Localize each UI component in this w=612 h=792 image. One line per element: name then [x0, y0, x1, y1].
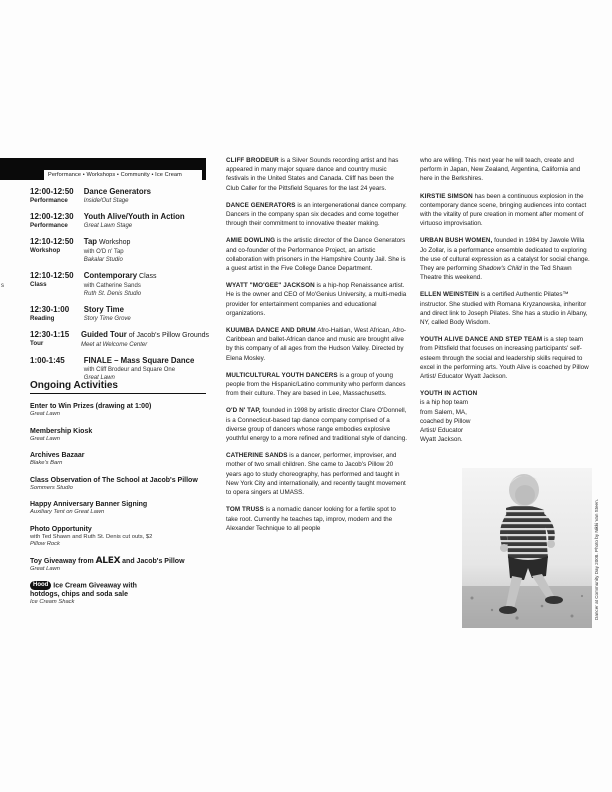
activity-title-text: Class Observation of The School at Jacob's Pillow: [30, 476, 198, 484]
schedule-event-title: [84, 305, 206, 315]
activity-item: [30, 500, 210, 517]
activity-location: Pillow Rock: [30, 541, 60, 547]
schedule-time: 12:30-1:00: [30, 305, 70, 314]
bio-paragraph: [420, 335, 590, 381]
activity-item: [30, 451, 210, 468]
schedule-event-detail: Story Time Grove: [83, 316, 131, 322]
activity-title-text: Enter to Win Prizes (drawing at 1:00): [30, 403, 152, 410]
schedule-event-cell: [84, 187, 206, 205]
bio-text: in the Ted Shawn Theatre this weekend.: [420, 265, 572, 282]
bio-name: AMIE DOWLING: [226, 237, 276, 245]
schedule-event-cell: [84, 271, 206, 298]
ongoing-heading: Ongoing Activities: [30, 380, 206, 394]
bio-text: is a hip-hop Renaissance artist. He is the owner and CEO of Mo'Genius University, a multi-media provider for entertainment companies and educational organizations.: [226, 282, 407, 317]
activity-item: [30, 427, 210, 444]
schedule-event-detail: with O'D n' Tap: [83, 249, 124, 255]
bio-name: MULTICULTURAL YOUTH DANCERS: [226, 371, 338, 379]
bio-column-right: [420, 156, 590, 452]
activity-item: [30, 557, 210, 574]
schedule-time: 1:00-1:45: [30, 356, 65, 365]
bio-text: founded in 1984 by Jawole Willa Jo Zollar, is a performance ensemble dedicated to exploring the use of cultural expression as a catalyst for social change. They are performing: [420, 237, 590, 273]
bio-paragraph: [420, 156, 590, 184]
activity-location: with Ted Shawn and Ruth St. Denis cut outs, $2: [30, 533, 153, 540]
schedule-event-title: [84, 237, 206, 248]
activity-title-line2: hotdogs, chips and soda sale: [30, 591, 129, 599]
activity-title: [30, 525, 210, 534]
schedule-event-detail: Ruth St. Denis Studio: [83, 291, 142, 297]
activity-title-text: Archives Bazaar: [30, 452, 85, 459]
bio-text: is the artistic director of the Dance Generators and co-founder of the Performance Project, an artistic collaboration with prisoners in the Hampshire County Jail. She is a guest artist in the Five College Dance Department.: [226, 237, 406, 273]
activity-location: Great Lawn: [30, 565, 60, 572]
schedule-event-cell: [84, 212, 206, 230]
schedule-event-detail: Great Lawn: [83, 375, 115, 381]
schedule-time-cell: [30, 271, 84, 298]
bio-name: DANCE GENERATORS: [226, 201, 296, 209]
bio-text: is a dancer, performer, improviser, and mother of two small children. She came to Jacob's Pillow 20 years ago to study choreography, has performed and taught in New York City and internationally, and recently taught movement to opera singers at UMASS.: [226, 452, 406, 497]
schedule-time-cell: [30, 187, 84, 205]
activity-item: [30, 402, 210, 419]
schedule-event-detail: with Cliff Brodeur and Square One: [83, 367, 176, 373]
activity-title: [30, 476, 210, 485]
schedule-kind: Tour: [30, 340, 44, 347]
bio-paragraph: [226, 406, 408, 443]
activity-title: [30, 402, 210, 411]
bio-text: has been a continuous explosion in the contemporary dance scene, bringing audiences into contact with the vitality of pure creation in moment after moment of virtuoso improvisation.: [420, 192, 587, 228]
category-legend: Performance • Workshops • Community • Ice Cream: [44, 170, 202, 180]
schedule-event-name: Dance Generators: [83, 187, 151, 196]
bio-name: CLIFF BRODEUR: [226, 157, 279, 164]
schedule-kind: Workshop: [30, 247, 61, 254]
bio-name: ELLEN WEINSTEIN: [420, 291, 479, 299]
activity-title: [30, 500, 210, 509]
schedule-event-name: FINALE – Mass Square Dance: [83, 356, 195, 365]
schedule-event-title: [84, 187, 206, 197]
schedule-time: 12:00-12:30: [30, 212, 74, 221]
schedule-time-cell: [30, 330, 81, 349]
schedule-row: [30, 237, 206, 264]
bio-paragraph: [226, 156, 408, 193]
activity-location: Auxiliary Tent on Great Lawn: [30, 509, 105, 515]
schedule-event-cell: [84, 356, 206, 382]
bio-name: O'D N' TAP,: [226, 407, 261, 415]
schedule-time-cell: [30, 212, 84, 230]
schedule-time-cell: [30, 237, 84, 264]
schedule-event-name: Youth Alive/Youth in Action: [83, 212, 185, 221]
schedule-kind: Class: [30, 281, 47, 288]
schedule-time: 12:00-12:50: [30, 187, 74, 196]
ongoing-activities: [30, 380, 210, 607]
bio-text: Afro-Haitian, West African, Afro-Caribbean and ballet-African dance and music are brought alive by this company of all ages from the Hudson Valley. Directed by Elena Mosley.: [226, 327, 406, 362]
schedule-event-suffix: Class: [137, 273, 157, 280]
bio-text: is a step team from Pittsfield that focuses on increasing participants' self-esteem through the social and leadership skills required to excel in the performing arts. Youth Alive is coached by Pillow Artist/ Educator Wyatt Jackson.: [420, 336, 589, 381]
activity-location: Blake's Barn: [30, 460, 63, 466]
schedule-event-name: Guided Tour: [81, 330, 127, 339]
bio-name: YOUTH ALIVE DANCE AND STEP TEAM: [420, 336, 543, 344]
schedule-event-detail: Meet at Welcome Center: [81, 342, 148, 348]
schedule-row: [30, 356, 206, 382]
activity-title-text: Happy Anniversary Banner Signing: [30, 501, 148, 508]
schedule-time: 12:10-12:50: [30, 271, 74, 280]
schedule-event-title: [84, 271, 206, 282]
bio-name: TOM TRUSS: [226, 506, 264, 514]
schedule-row: [30, 305, 206, 323]
alex-brand: ALEX: [95, 555, 121, 566]
schedule-event-name: Contemporary: [83, 271, 138, 280]
schedule-event-suffix: Workshop: [97, 239, 131, 246]
schedule-event-title: [81, 330, 210, 341]
bio-name: KUUMBA DANCE AND DRUM: [226, 327, 316, 335]
schedule-row: [30, 187, 206, 205]
activity-title-text: Membership Kiosk: [30, 427, 93, 435]
schedule-kind: Performance: [30, 222, 68, 229]
schedule-event-title: [84, 212, 206, 222]
activity-title-part: Toy Giveaway from: [30, 557, 96, 565]
bio-column-middle: [226, 156, 408, 541]
bio-paragraph: [226, 201, 408, 229]
bio-text: is a nomadic dancer looking for a fertile spot to take root. Currently he teaches tap, improv, modern and the Alexander Technique to all people: [226, 506, 396, 532]
bio-youth-in-action: YOUTH IN ACTION is a hip hop team from Salem, MA, coached by Pillow Artist/ Educator Wyatt Jackson.: [420, 390, 478, 444]
bio-name: KIRSTIE SIMSON: [420, 192, 473, 200]
activity-location: Great Lawn: [30, 435, 60, 442]
bio-text: who are willing. This next year he will teach, create and perform in Japan, New Zealand, Argentina, California and here in the Berkshires.: [420, 157, 581, 183]
schedule-event-cell: [84, 237, 206, 264]
activity-title-part: and Jacob's Pillow: [120, 557, 185, 565]
schedule-row: [30, 212, 206, 230]
schedule-time-cell: [30, 305, 84, 323]
bio-text: is a group of young people from the Hispanic/Latino community who perform dances from their culture. They are based in Lee, Massachusetts.: [226, 371, 406, 398]
schedule-time: 12:10-12:50: [30, 237, 74, 246]
schedule-time: 12:30-1:15: [30, 330, 70, 339]
schedule-event-detail: Inside/Out Stage: [83, 198, 129, 204]
schedule-event-detail: Bakalar Studio: [83, 257, 123, 263]
activity-location: Ice Cream Shack: [30, 599, 75, 606]
bio-paragraph: [420, 192, 590, 229]
bio-paragraph: [226, 281, 408, 318]
hood-logo: Hood: [30, 581, 51, 590]
schedule-event-name: Tap: [83, 237, 98, 246]
bio-paragraph: [226, 451, 408, 497]
bio-paragraph: [226, 326, 408, 363]
bio-italic: Shadow's Child: [478, 265, 522, 273]
edge-mark: s: [1, 283, 4, 289]
activity-item: [30, 476, 210, 493]
bio-paragraph: [226, 371, 408, 399]
schedule-row: [30, 330, 210, 349]
bio-paragraph: [420, 236, 590, 282]
bio-name: CATHERINE SANDS: [226, 452, 288, 460]
schedule-kind: Performance: [30, 197, 68, 204]
schedule-event-suffix: of Jacob's Pillow Grounds: [126, 332, 210, 339]
dancer-photo: [462, 468, 592, 628]
bio-text: is an intergenerational dance company. Dancers in the company span six decades and come together through their commitment to innovative theater making.: [226, 201, 407, 228]
schedule-row: [30, 271, 206, 298]
schedule-column: [0, 158, 210, 382]
schedule-list: [0, 187, 210, 382]
bio-name: WYATT "MO'GEE" JACKSON: [226, 282, 315, 290]
schedule-event-cell: [81, 330, 210, 349]
activity-title: [30, 557, 210, 566]
activity-title: [30, 581, 210, 590]
bio-name: URBAN BUSH WOMEN,: [420, 237, 493, 245]
bio-paragraph: [226, 505, 408, 533]
activity-location: Great Lawn: [30, 411, 60, 417]
schedule-event-name: Story Time: [83, 305, 124, 314]
bio-paragraph: [226, 236, 408, 273]
activity-title: [30, 451, 210, 460]
activity-title-text: Photo Opportunity: [30, 525, 92, 533]
photo-credit: Dancer at Community Day 2008. Photo by Nikki Van Steen.: [594, 499, 599, 620]
activity-item: [30, 581, 210, 607]
bio-paragraph: [420, 290, 590, 327]
schedule-time-cell: [30, 356, 84, 382]
schedule-event-detail: Great Lawn Stage: [83, 223, 133, 229]
bio-text: is a Silver Sounds recording artist and has appeared in many major square dance and country music festivals in the United States and Canada. Cliff has been the Club Caller for the Pittsfield Squares for the last 24 years.: [226, 157, 399, 192]
activity-item: [30, 525, 210, 549]
bio-text: is a certified Authentic Pilates™ instructor. She studied with Romana Kryzanowska, inheritor and direct link to Joseph Pilates. She has a studio in Albany, NY, called Body Wisdom.: [420, 291, 588, 327]
bio-text: founded in 1998 by artistic director Clare O'Donnell, is a Connecticut-based tap dance company comprised of a diverse group of dancers whose range embodies explosive youthful energy to a more refined and traditional style of dancing.: [226, 407, 407, 443]
schedule-kind: Reading: [30, 315, 55, 322]
activity-location: Sommers Studio: [30, 484, 73, 491]
schedule-header-bar: [0, 158, 206, 180]
schedule-event-detail: with Catherine Sands: [83, 283, 141, 289]
activity-title: [30, 427, 210, 436]
schedule-event-title: [84, 356, 206, 366]
activity-title-text: Ice Cream Giveaway with: [53, 582, 137, 590]
schedule-event-cell: [84, 305, 206, 323]
